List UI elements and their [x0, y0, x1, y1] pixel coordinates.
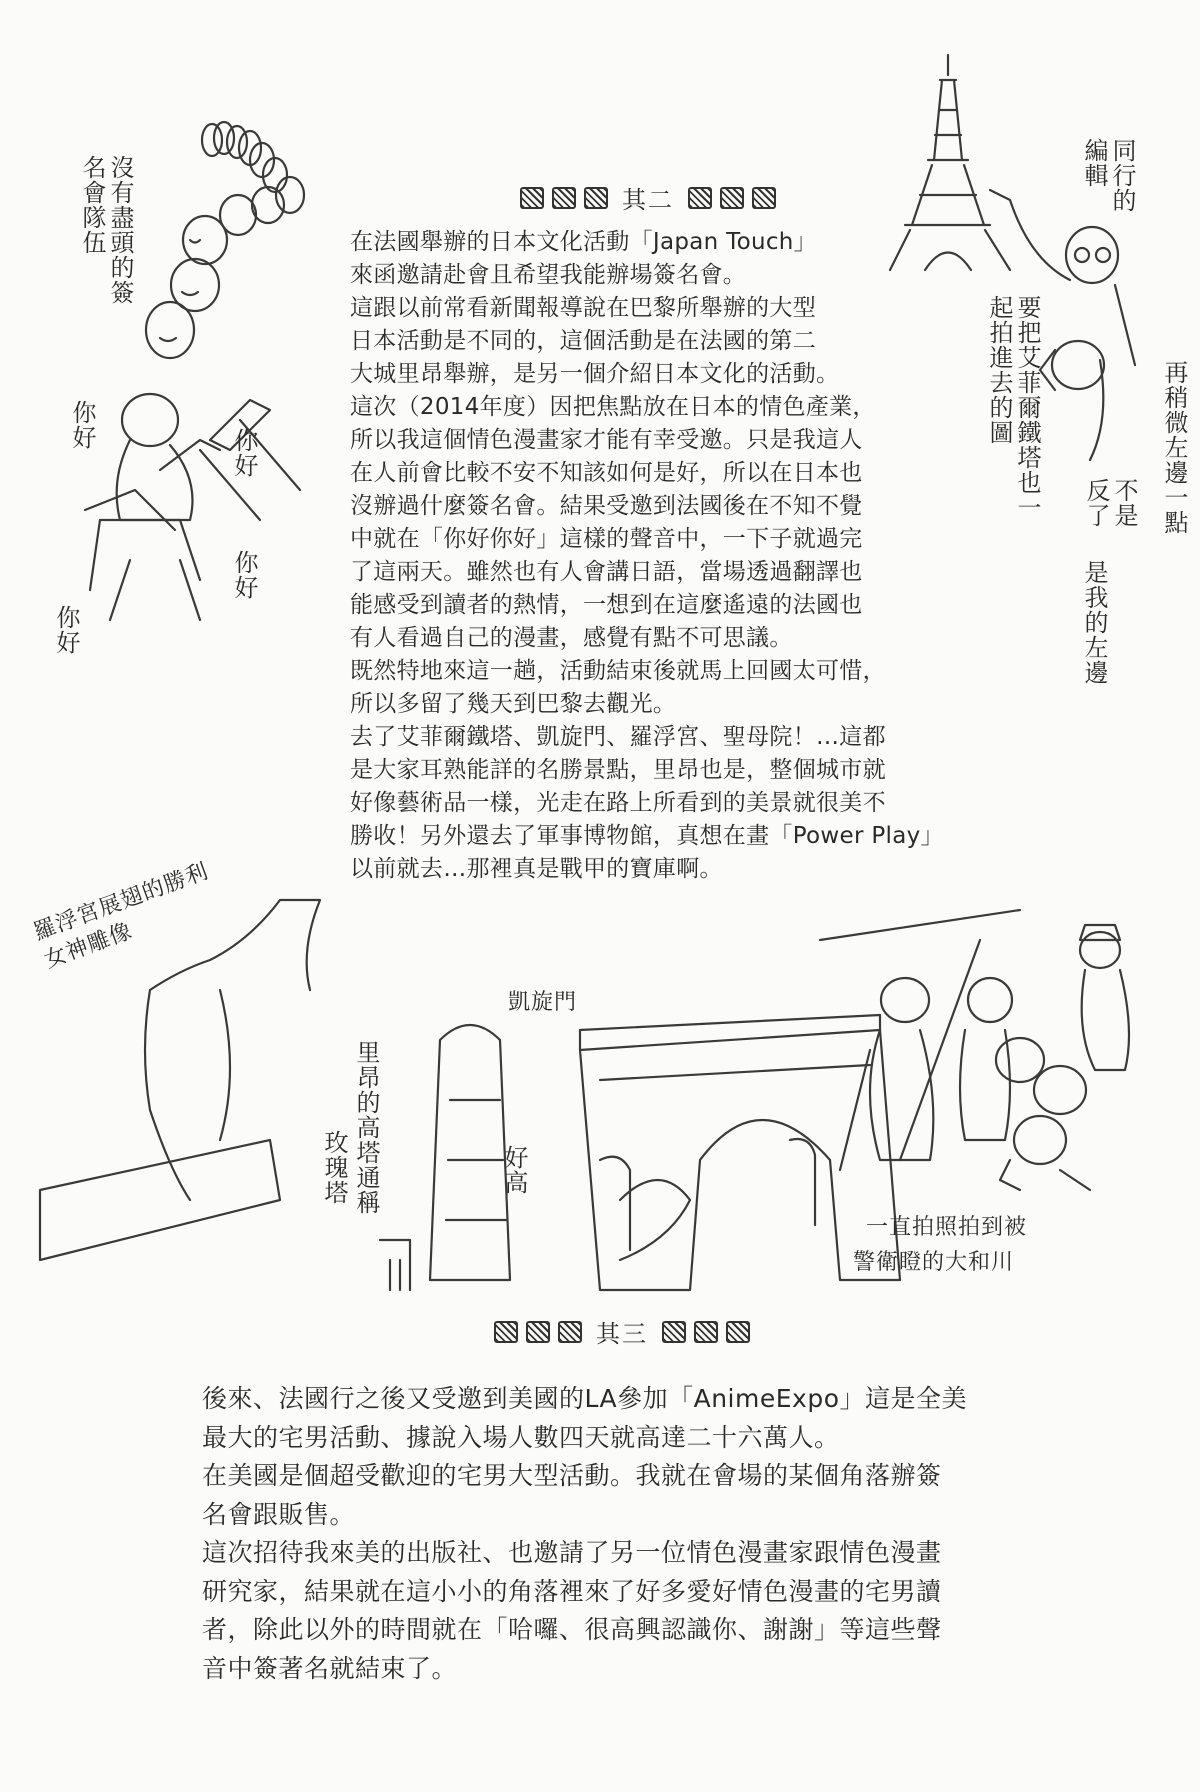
decor-square-icon	[726, 1321, 750, 1343]
rose-tower-caption: 玫瑰塔	[320, 1130, 348, 1205]
colleague-editor-caption: 同行的編輯	[1080, 138, 1136, 213]
text-line: 好像藝術品一樣，光走在路上所看到的美景就很美不	[350, 790, 886, 816]
arc-de-triomphe-illustration	[580, 1015, 900, 1290]
decor-square-icon	[494, 1321, 518, 1343]
text-line: 所以我這個情色漫畫家才能有幸受邀。只是我這人	[350, 427, 863, 453]
text-line: 在美國是個超受歡迎的宅男大型活動。我就在會場的某個角落辦簽	[202, 1461, 942, 1490]
decor-square-icon	[584, 187, 608, 209]
winged-victory-text: 羅浮宮展翅的勝利女神雕像	[30, 858, 213, 974]
text-line: 這次招待我來美的出版社、也邀請了另一位情色漫畫家跟情色漫畫	[202, 1538, 942, 1567]
section-two-heading	[520, 180, 776, 215]
my-left-caption: 是我的左邊	[1080, 560, 1108, 685]
decor-square-icon	[558, 1321, 582, 1343]
text-line: 最大的宅男活動、據說入場人數四天就高達二十六萬人。	[202, 1422, 840, 1452]
nihao-caption: 你好	[230, 428, 258, 478]
text-line: 以前就去…那裡真是戰甲的寶庫啊。	[350, 856, 723, 882]
text-line: 是大家耳熟能詳的名勝景點，里昂也是，整個城市就	[350, 757, 886, 783]
decor-square-icon	[688, 187, 712, 209]
endless-queue-caption: 沒有盡頭的簽名會隊伍	[78, 155, 134, 305]
lyon-tower-caption: 里昂的高塔通稱	[352, 1040, 380, 1215]
text-line: 者，除此以外的時間就在「哈囉、很高興認識你、謝謝」等這些聲	[202, 1615, 942, 1644]
guard-caption-line1: 一直拍照拍到被	[866, 1215, 1028, 1240]
artist-at-table	[85, 394, 300, 620]
text-line: 在法國舉辦的日本文化活動「Japan Touch」	[350, 229, 817, 255]
decor-square-icon	[662, 1321, 686, 1343]
rose-tower-illustration	[380, 1025, 510, 1290]
text-line: 中就在「你好你好」這樣的聲音中，一下子就過完	[350, 526, 863, 552]
text-line: 後來、法國行之後又受邀到美國的LA參加「AnimeExpo」這是全美	[202, 1384, 967, 1413]
text-line: 來函邀請赴會且希望我能辦場簽名會。	[350, 262, 747, 288]
section-three-heading-text: 其三	[596, 1320, 648, 1348]
no-reversed-caption: 不是反了	[1082, 478, 1138, 528]
move-left-caption: 再稍微左邊一點	[1160, 360, 1188, 535]
arc-de-triomphe-caption: 凱旋門	[508, 990, 578, 1015]
so-tall-caption: 好高	[500, 1145, 528, 1195]
decor-square-icon	[526, 1321, 550, 1343]
section-three-body	[202, 1380, 967, 1688]
text-line: 這跟以前常看新聞報導說在巴黎所舉辦的大型	[350, 295, 816, 321]
text-line: 既然特地來這一趟，活動結束後就馬上回國太可惜，	[350, 658, 886, 684]
decor-square-icon	[752, 187, 776, 209]
text-line: 有人看過自己的漫畫，感覺有點不可思議。	[350, 625, 793, 651]
text-line: 大城里昂舉辦，是另一個介紹日本文化的活動。	[350, 361, 840, 387]
text-line: 所以多留了幾天到巴黎去觀光。	[350, 691, 677, 717]
section-two-heading-text: 其二	[622, 186, 674, 214]
text-line: 勝收！另外還去了軍事博物館，真想在畫「Power Play」	[350, 823, 944, 849]
text-line: 這次（2014年度）因把焦點放在日本的情色產業，	[350, 394, 876, 420]
nihao-caption: 你好	[52, 605, 80, 655]
text-line: 名會跟販售。	[202, 1499, 356, 1529]
nihao-caption: 你好	[230, 550, 258, 600]
nihao-caption: 你好	[68, 400, 96, 450]
eiffel-request-caption: 要把艾菲爾鐵塔也一起拍進去的圖	[985, 295, 1041, 520]
queue-illustration	[146, 122, 304, 358]
guard-caption-line2: 警衛瞪的大和川	[853, 1250, 1015, 1275]
text-line: 日本活動是不同的，這個活動是在法國的第二	[350, 328, 816, 354]
text-line: 音中簽著名就結束了。	[202, 1653, 458, 1683]
army-museum-illustration	[820, 910, 1129, 1190]
section-two-body	[350, 226, 944, 886]
decor-square-icon	[552, 187, 576, 209]
text-line: 在人前會比較不安不知該如何是好，所以在日本也	[350, 460, 863, 486]
text-line: 沒辦過什麼簽名會。結果受邀到法國後在不知不覺	[350, 493, 863, 519]
text-line: 能感受到讀者的熱情，一想到在這麼遙遠的法國也	[350, 592, 863, 618]
decor-square-icon	[720, 187, 744, 209]
decor-square-icon	[520, 187, 544, 209]
section-three-heading	[494, 1314, 750, 1349]
text-line: 研究家，結果就在這小小的角落裡來了好多愛好情色漫畫的宅男讀	[202, 1576, 942, 1606]
text-line: 去了艾菲爾鐵塔、凱旋門、羅浮宮、聖母院！…這都	[350, 724, 886, 750]
decor-square-icon	[694, 1321, 718, 1343]
text-line: 了這兩天。雖然也有人會講日語，當場透過翻譯也	[350, 559, 863, 585]
